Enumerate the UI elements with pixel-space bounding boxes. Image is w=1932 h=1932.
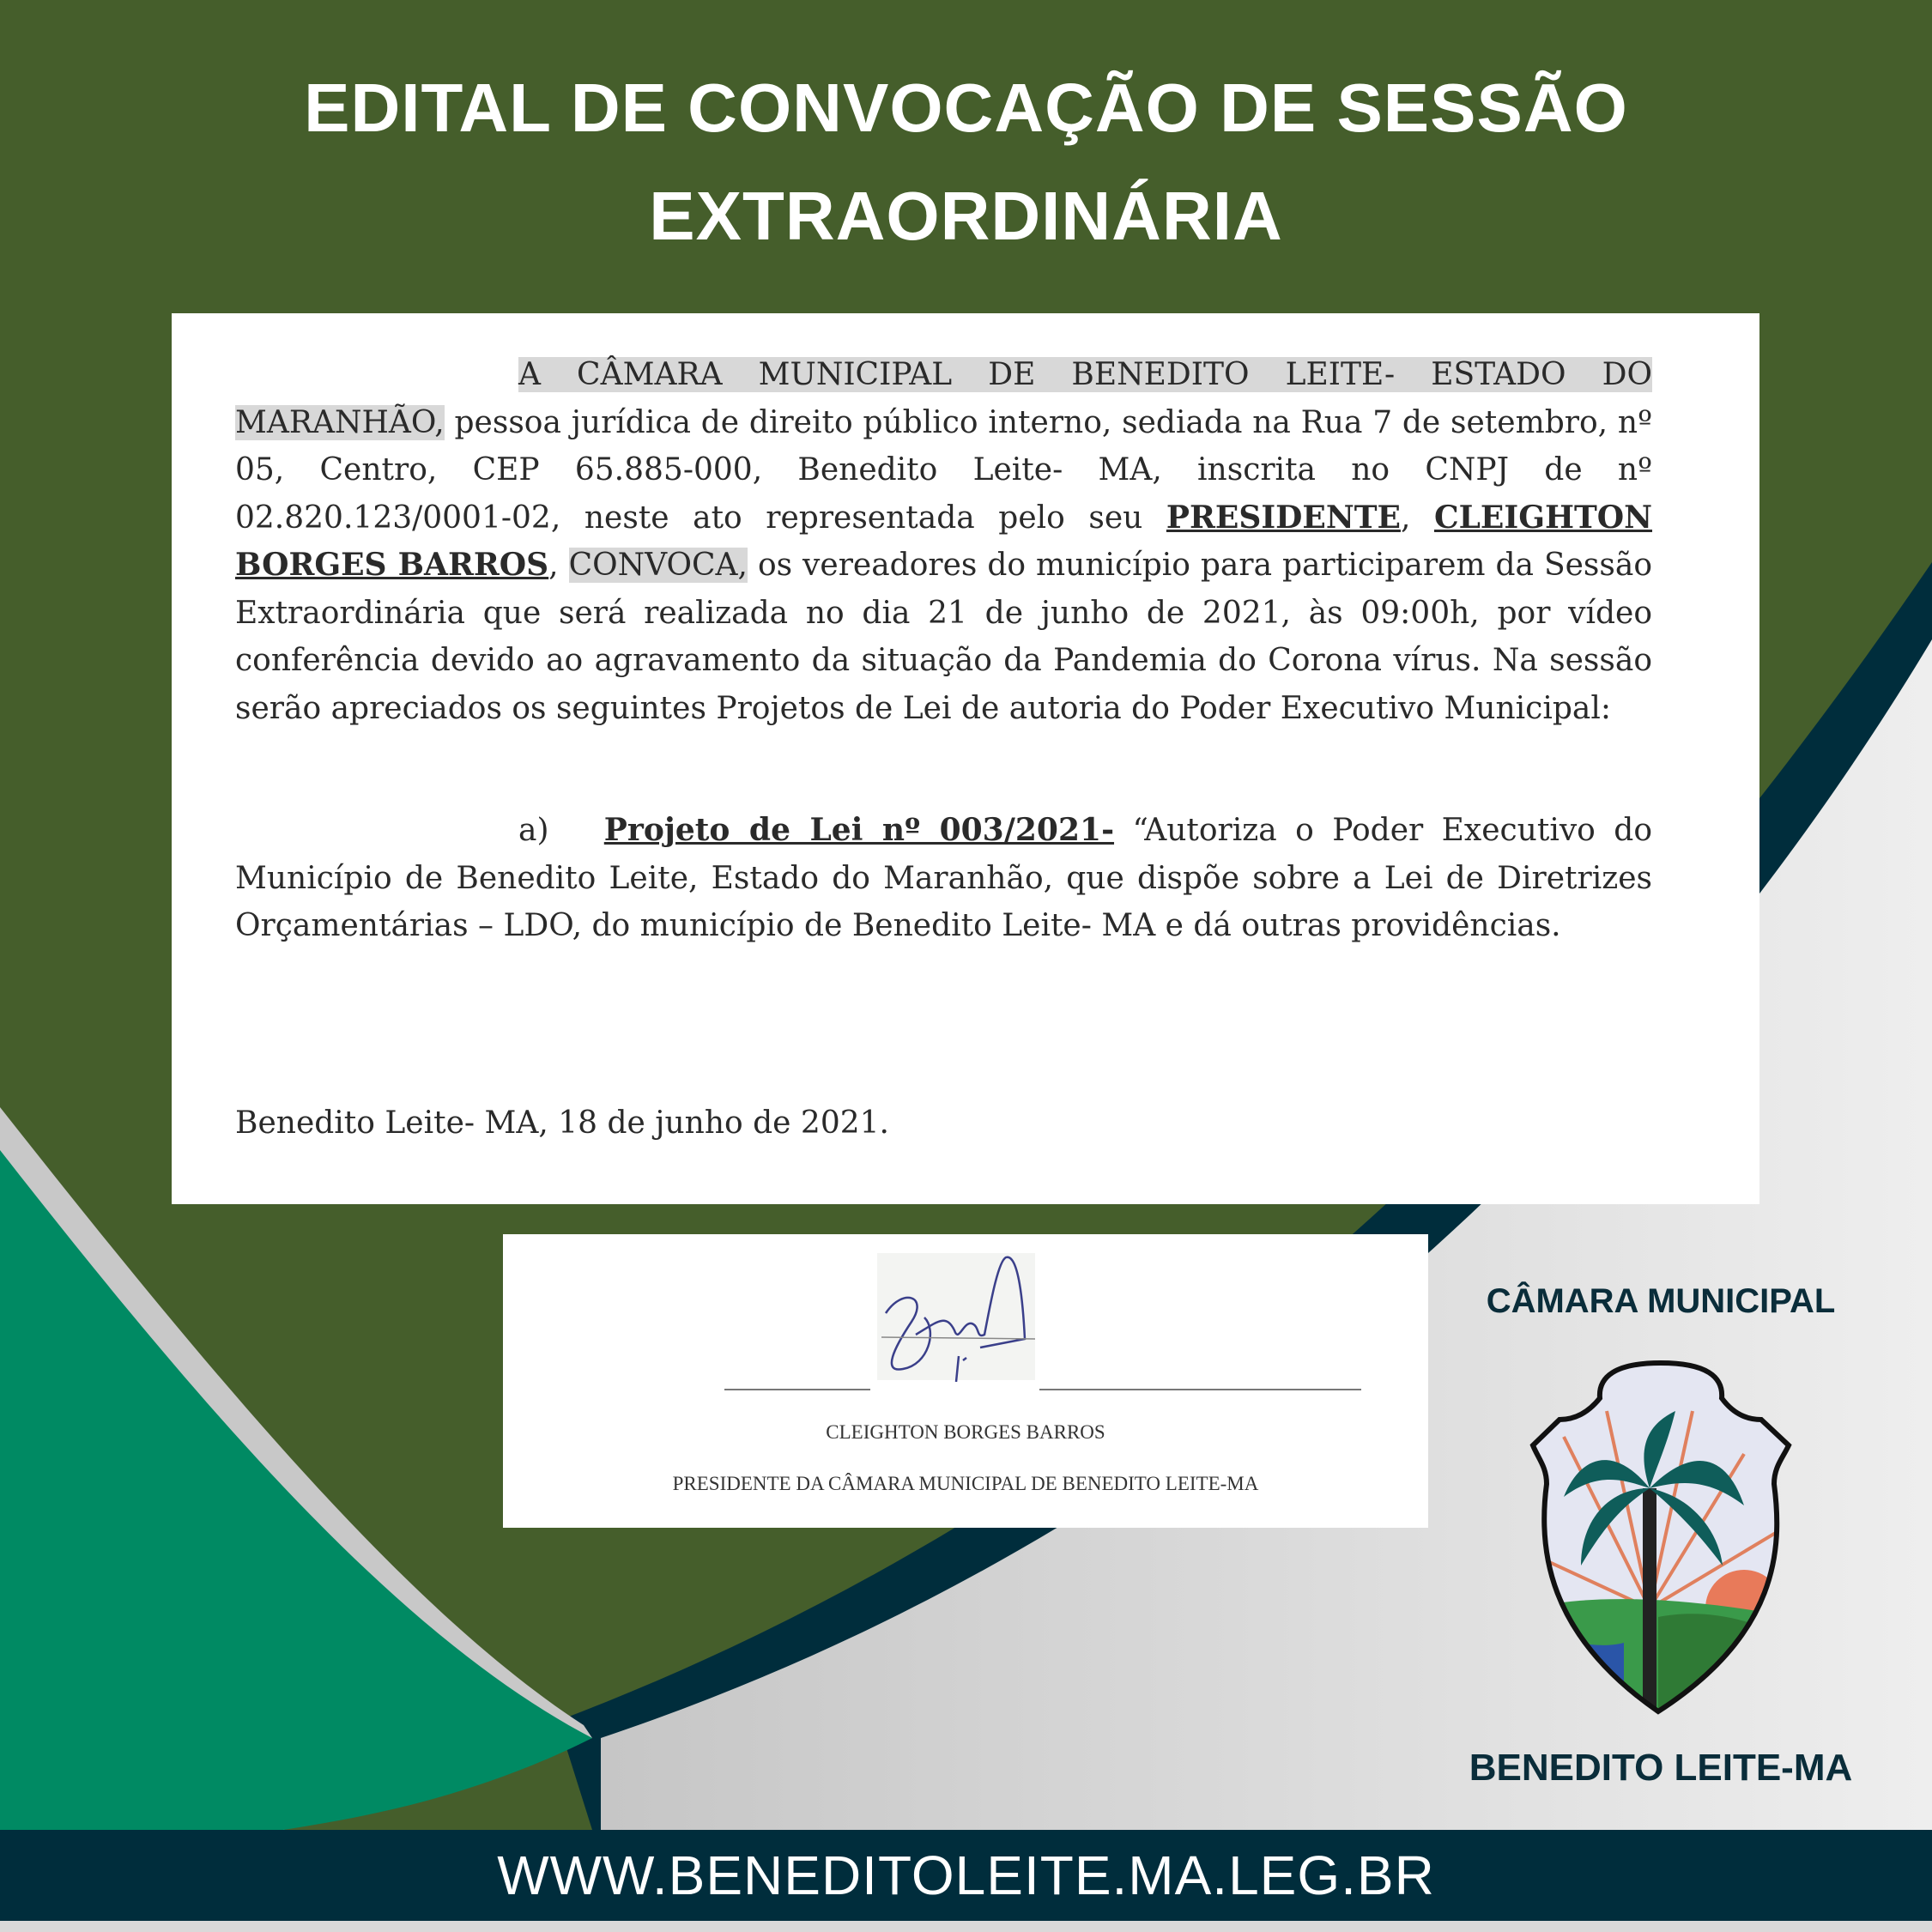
main-paragraph [235,351,1652,732]
title-line-1: EDITAL DE CONVOCAÇÃO DE SESSÃO [304,70,1628,146]
signature-line-left [724,1389,870,1390]
bill-description: “Autoriza o Poder Executivo do Município de Benedito Leite, Estado do Maranhão, que dispõe sobre a Lei de Diretrizes Orçamentárias – LDO, do município de Benedito Leite- MA e dá outras providências. [235,813,1652,943]
president-title: PRESIDENTE [1166,499,1401,536]
footer-bar [0,1830,1932,1921]
chamber-label: CÂMARA MUNICIPAL [1486,1282,1836,1320]
president-name: CLEIGHTON BORGES BARROS [235,499,1653,583]
signatory-role: PRESIDENTE DA CÂMARA MUNICIPAL DE BENEDITO LEITE-MA [672,1473,1259,1494]
convoca-word: CONVOCA, [568,548,748,583]
date-line: Benedito Leite- MA, 18 de junho de 2021. [235,1105,889,1141]
paragraph-text: pessoa jurídica de direito público interno, sediada na Rua 7 de setembro, nº 05, Centro, CEP 65.885-000, Benedito Leite- MA, inscrita no CNPJ de nº 02.820.123/0001-02, neste ato representada pelo seu [235,404,1652,536]
municipality-label: BENEDITO LEITE-MA [1469,1747,1853,1789]
title-line-2: EXTRAORDINÁRIA [649,178,1283,254]
signature-block [503,1234,1428,1528]
signature-line-right [1039,1389,1361,1390]
paragraph-text: os vereadores do município para participarem da Sessão Extraordinária que será realizada no dia 21 de junho de 2021, às 09:00h, por vídeo conferência devido ao agravamento da situação da Pandemia do Corona vírus. Na sessão serão apreciados os seguintes Projetos de Lei de autoria do Poder Executivo Municipal: [235,548,1653,726]
bill-title: Projeto de Lei nº 003/2021- [603,812,1115,848]
convocation-document [172,313,1759,1204]
coat-of-arms-icon [1529,1360,1792,1717]
institution-name: A CÂMARA MUNICIPAL DE BENEDITO LEITE- ESTADO DO MARANHÃO, [235,357,1652,440]
item-marker: a) [518,813,549,848]
handwritten-signature [877,1253,1040,1382]
paragraph-text: , [1400,500,1434,536]
signatory-name: CLEIGHTON BORGES BARROS [826,1421,1105,1443]
item-a [235,807,1652,950]
paragraph-text: , [548,548,569,583]
website-url[interactable]: WWW.BENEDITOLEITE.MA.LEG.BR [497,1844,1435,1906]
